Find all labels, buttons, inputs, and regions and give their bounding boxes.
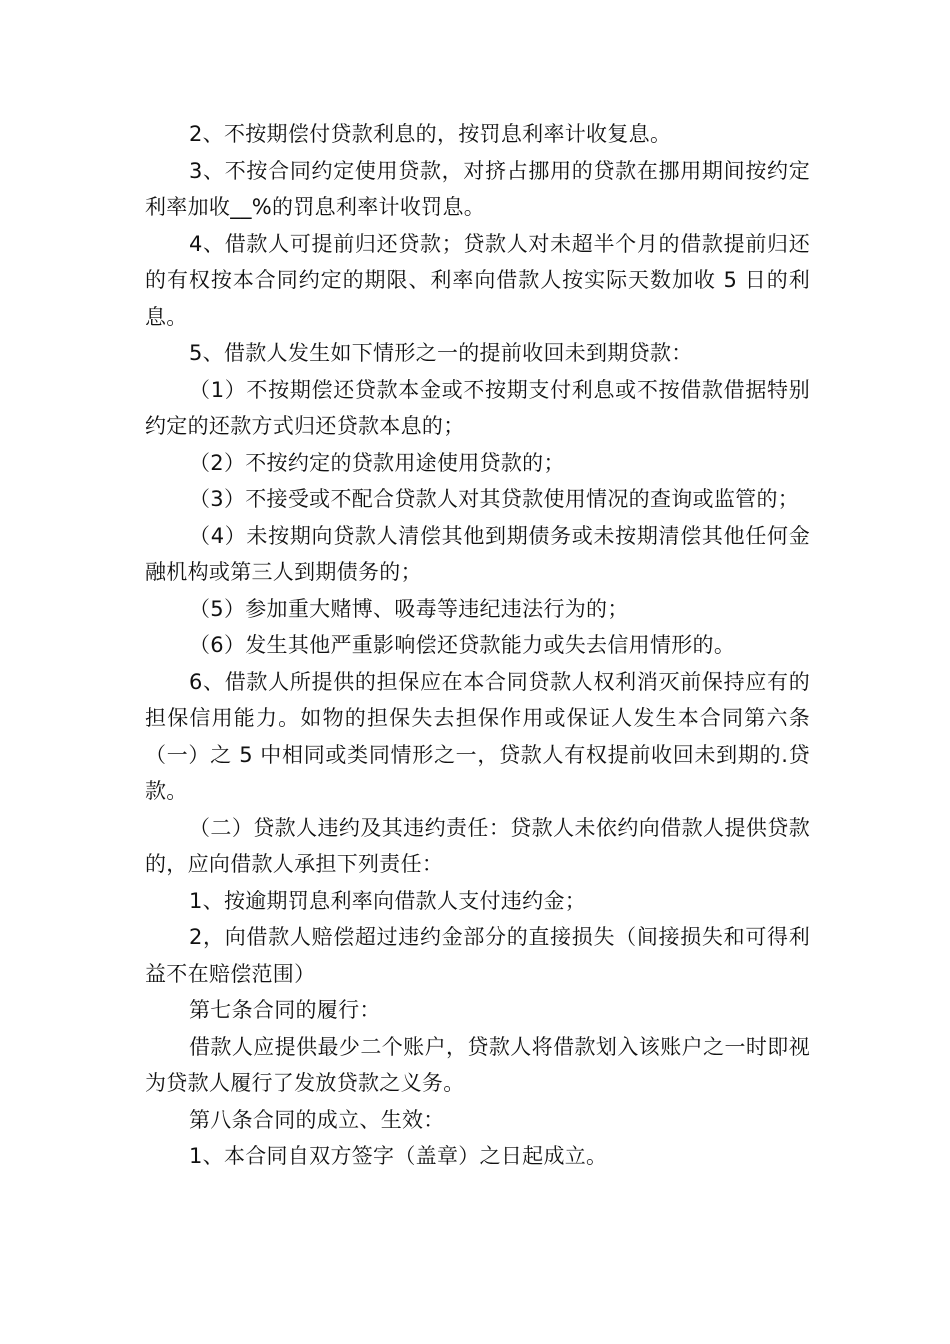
paragraph: 1、本合同自双方签字（盖章）之日起成立。 — [189, 1144, 608, 1168]
section-heading: 第七条合同的履行： — [189, 998, 381, 1022]
paragraph: 2，向借款人赔偿超过违约金部分的直接损失（间接损失和可得利益不在赔偿范围） — [145, 925, 810, 986]
paragraph: 1、按逾期罚息利率向借款人支付违约金； — [189, 888, 587, 913]
paragraph: 借款人应提供最少二个账户，贷款人将借款划入该账户之一时即视为贷款人履行了发放贷款之义务。 — [145, 1034, 810, 1095]
paragraph: 4、借款人可提前归还贷款；贷款人对未超半个月的借款提前归还的有权按本合同约定的期限、利率向借款人按实际天数加收 5 日的利息。 — [145, 231, 810, 329]
paragraph: 5、借款人发生如下情形之一的提前收回未到期贷款： — [189, 341, 693, 365]
list-item: （3）不接受或不配合贷款人对其贷款使用情况的查询或监管的； — [189, 487, 800, 511]
paragraph: 6、借款人所提供的担保应在本合同贷款人权利消灭前保持应有的担保信用能力。如物的担保失去担保作用或保证人发生本合同第六条（一）之 5 中相同或类同情形之一，贷款人有权提前收回未到期的.贷款。 — [145, 669, 810, 803]
list-item: （1）不按期偿还贷款本金或不按期支付利息或不按借款借据特别约定的还款方式归还贷款本息的； — [145, 377, 810, 438]
list-item: （4）未按期向贷款人清偿其他到期债务或未按期清偿其他任何金融机构或第三人到期债务的； — [145, 523, 810, 584]
section-heading: 第八条合同的成立、生效： — [189, 1107, 445, 1132]
list-item: （2）不按约定的贷款用途使用贷款的； — [189, 450, 565, 475]
list-item: （6）发生其他严重影响偿还贷款能力或失去信用情形的。 — [189, 633, 736, 657]
document-page — [145, 116, 810, 1175]
paragraph: （二）贷款人违约及其违约责任：贷款人未依约向借款人提供贷款的，应向借款人承担下列责任： — [145, 815, 810, 876]
paragraph: 2、不按期偿付贷款利息的，按罚息利率计收复息。 — [189, 122, 672, 146]
list-item: （5）参加重大赌博、吸毒等违纪违法行为的； — [189, 596, 629, 621]
paragraph: 3、不按合同约定使用贷款，对挤占挪用的贷款在挪用期间按约定利率加收__%的罚息利率计收罚息。 — [145, 158, 810, 219]
